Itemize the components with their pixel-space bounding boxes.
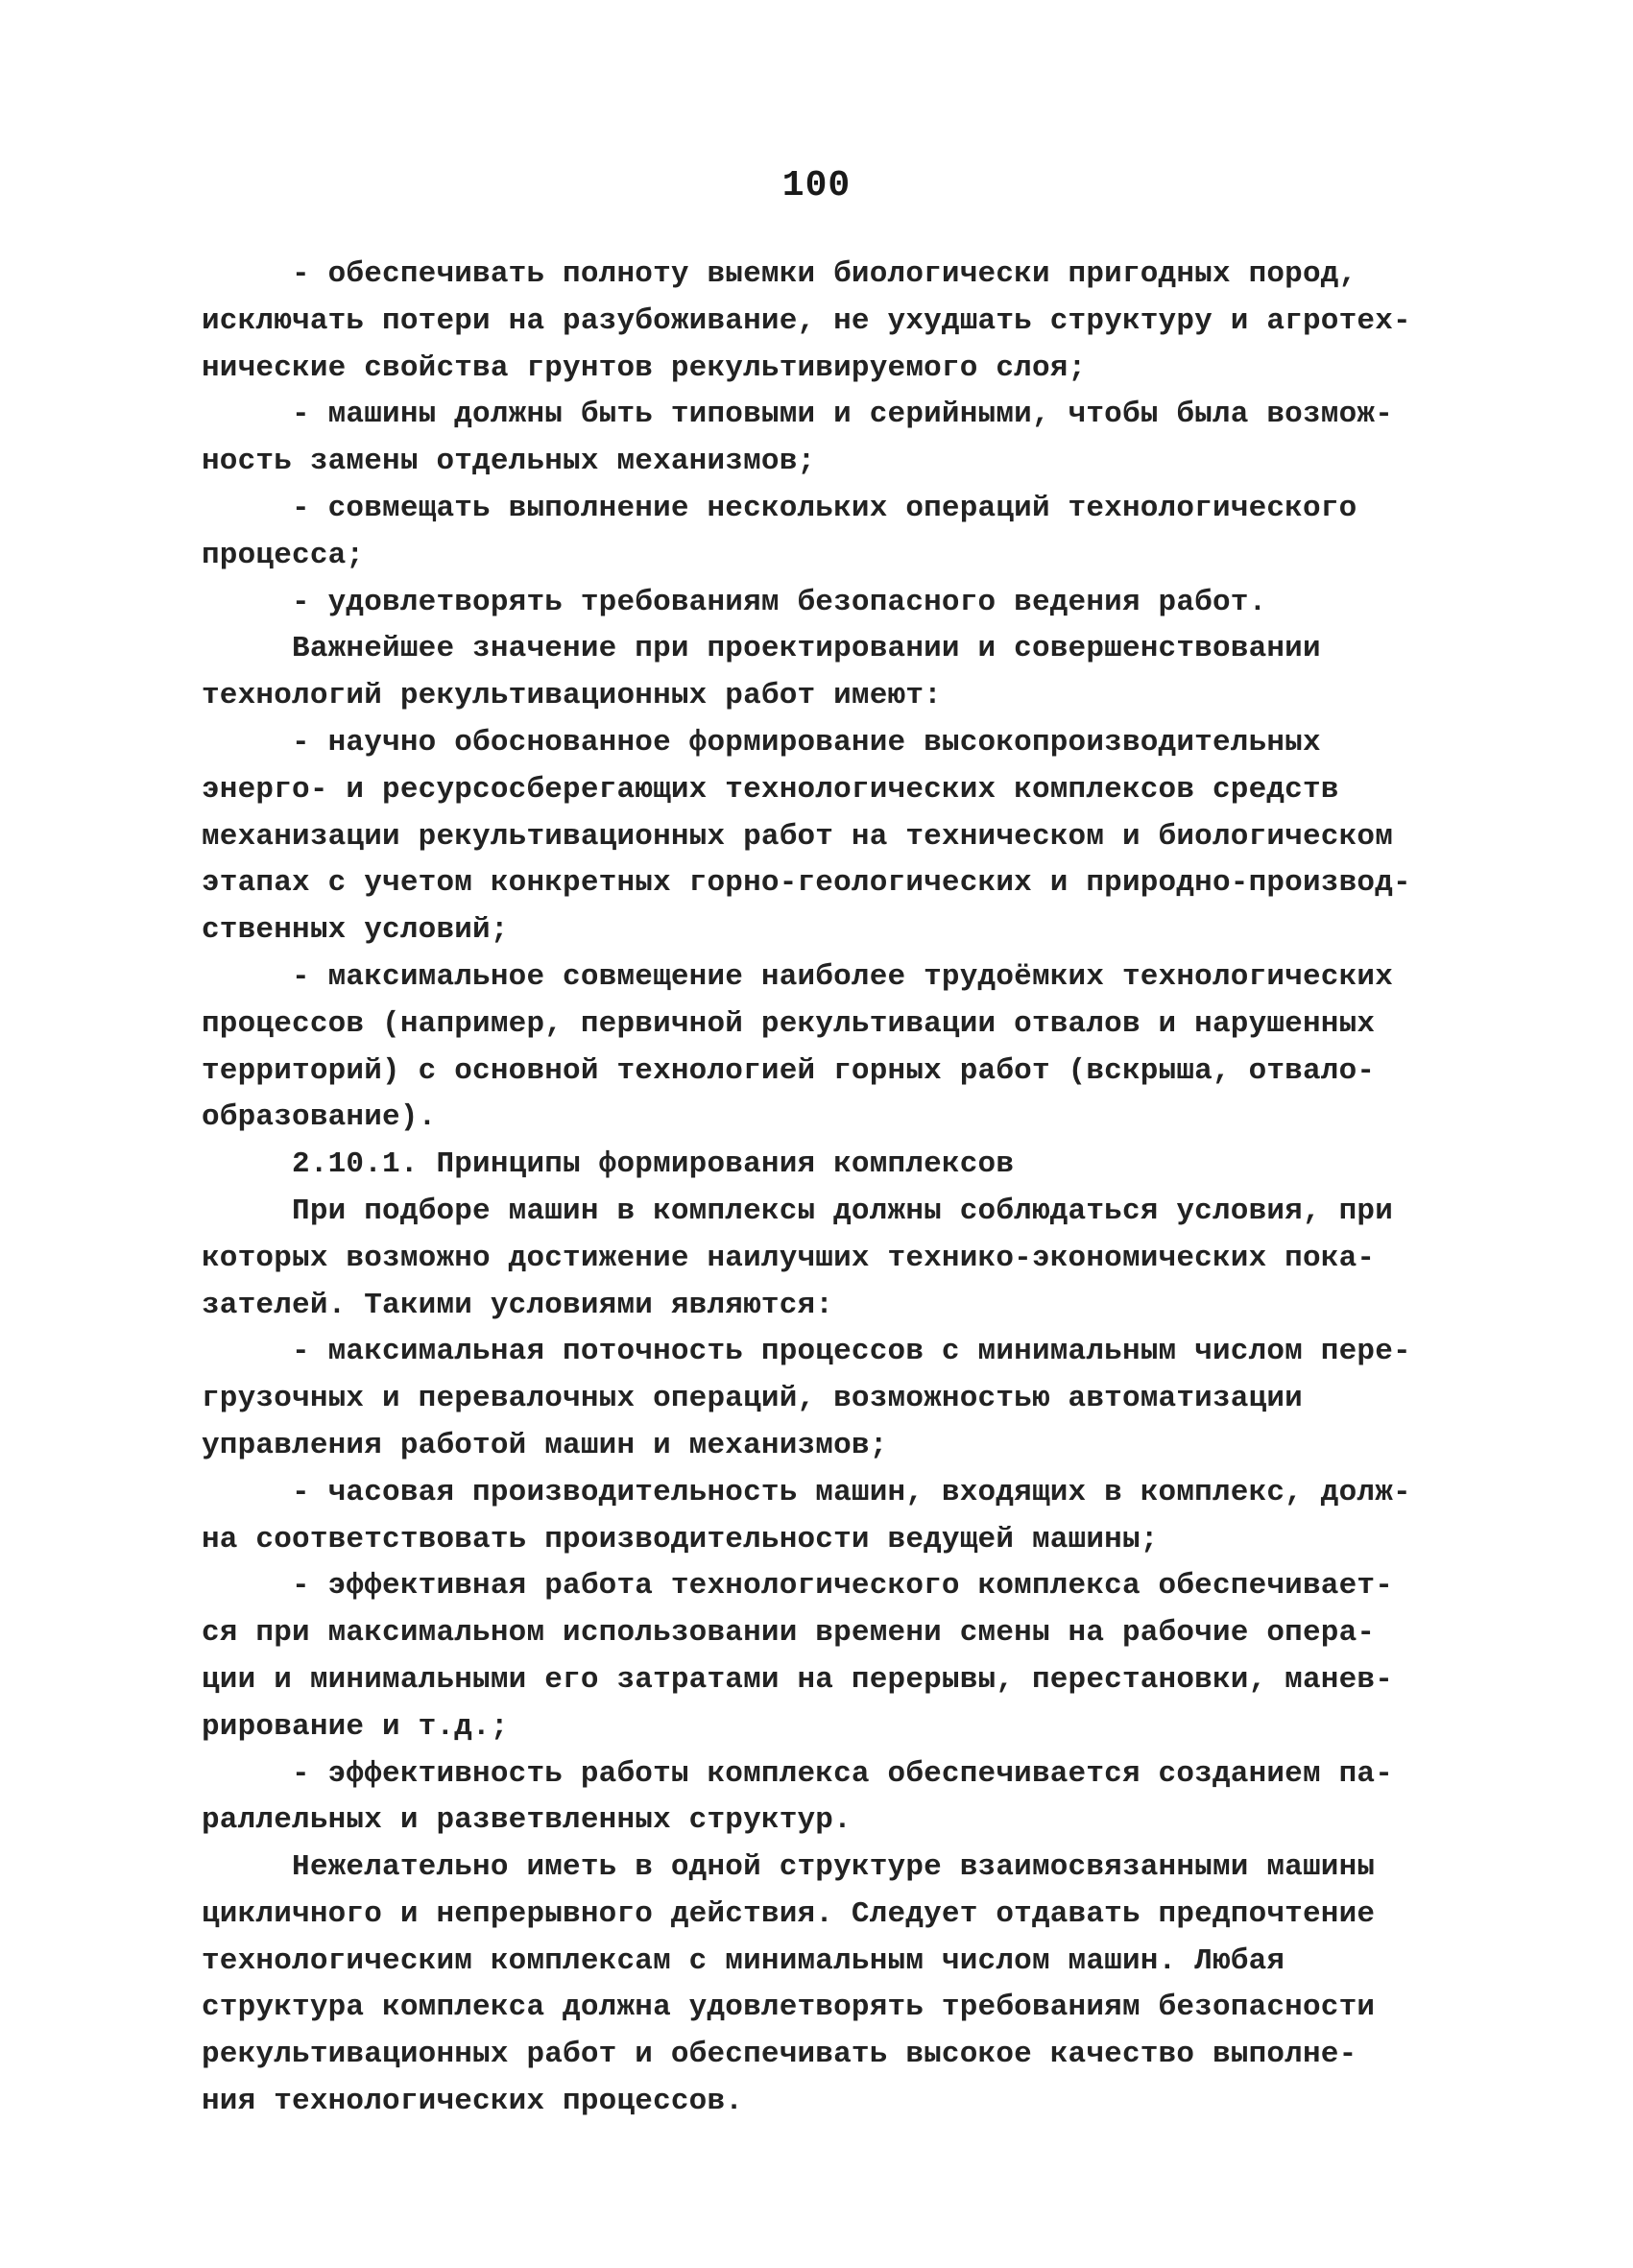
text-line: механизации рекультивационных работ на техническом и биологическом <box>202 819 1393 854</box>
text-line: - совмещать выполнение нескольких операций технологического <box>202 491 1357 525</box>
text-line: Нежелательно иметь в одной структуре взаимосвязанными машины <box>202 1850 1376 1885</box>
text-line: рекультивационных работ и обеспечивать высокое качество выполне- <box>202 2038 1357 2072</box>
text-line: - эффективность работы комплекса обеспечивается созданием па- <box>202 1756 1393 1791</box>
text-line: - удовлетворять требованиям безопасного ведения работ. <box>202 585 1267 619</box>
body-text <box>202 252 1440 2126</box>
text-line: технологическим комплексам с минимальным числом машин. Любая <box>202 1943 1285 1978</box>
text-line: - часовая производительность машин, входящих в комплекс, долж- <box>202 1475 1411 1509</box>
text-line: - максимальная поточность процессов с минимальным числом пере- <box>202 1335 1411 1369</box>
text-line: - машины должны быть типовыми и серийными, чтобы была возмож- <box>202 398 1393 432</box>
text-line: процессов (например, первичной рекультивации отвалов и нарушенных <box>202 1006 1376 1041</box>
text-line: - максимальное совмещение наиболее трудоёмких технологических <box>202 959 1393 994</box>
text-line: ции и минимальными его затратами на перерывы, перестановки, манев- <box>202 1662 1393 1697</box>
text-line: зателей. Такими условиями являются: <box>202 1288 834 1322</box>
text-line: - обеспечивать полноту выемки биологически пригодных пород, <box>202 257 1357 291</box>
text-line: грузочных и перевалочных операций, возможностью автоматизации <box>202 1382 1303 1416</box>
text-line: этапах с учетом конкретных горно-геологических и природно-производ- <box>202 866 1411 901</box>
section-heading: 2.10.1. Принципы формирования комплексов <box>202 1147 1015 1182</box>
text-line: раллельных и разветвленных структур. <box>202 1803 852 1838</box>
text-line: рирование и т.д.; <box>202 1709 509 1744</box>
text-line: структура комплекса должна удовлетворять требованиям безопасности <box>202 1991 1376 2025</box>
text-line: ственных условий; <box>202 913 509 948</box>
text-line: ся при максимальном использовании времени смены на рабочие опера- <box>202 1616 1376 1651</box>
text-line: которых возможно достижение наилучших технико-экономических пока- <box>202 1241 1376 1275</box>
text-line: на соответствовать производительности ведущей машины; <box>202 1522 1159 1556</box>
text-line: Важнейшее значение при проектировании и совершенствовании <box>202 632 1321 666</box>
page-number: 100 <box>781 165 852 206</box>
text-line: процесса; <box>202 538 365 572</box>
text-line: управления работой машин и механизмов; <box>202 1428 888 1462</box>
text-line: образование). <box>202 1100 437 1135</box>
text-line: территорий) с основной технологией горных работ (вскрыша, отвало- <box>202 1053 1376 1088</box>
text-line: исключать потери на разубоживание, не ухудшать структуру и агротех- <box>202 303 1411 338</box>
text-line: - научно обоснованное формирование высокопроизводительных <box>202 725 1321 760</box>
text-line: ния технологических процессов. <box>202 2085 744 2119</box>
text-line: При подборе машин в комплексы должны соблюдаться условия, при <box>202 1194 1393 1228</box>
text-line: - эффективная работа технологического комплекса обеспечивает- <box>202 1569 1393 1604</box>
text-line: цикличного и непрерывного действия. Следует отдавать предпочтение <box>202 1896 1376 1931</box>
text-line: технологий рекультивационных работ имеют: <box>202 679 942 713</box>
text-line: нические свойства грунтов рекультивируемого слоя; <box>202 350 1087 385</box>
text-line: энерго- и ресурсосберегающих технологических комплексов средств <box>202 772 1339 807</box>
text-line: ность замены отдельных механизмов; <box>202 445 816 479</box>
